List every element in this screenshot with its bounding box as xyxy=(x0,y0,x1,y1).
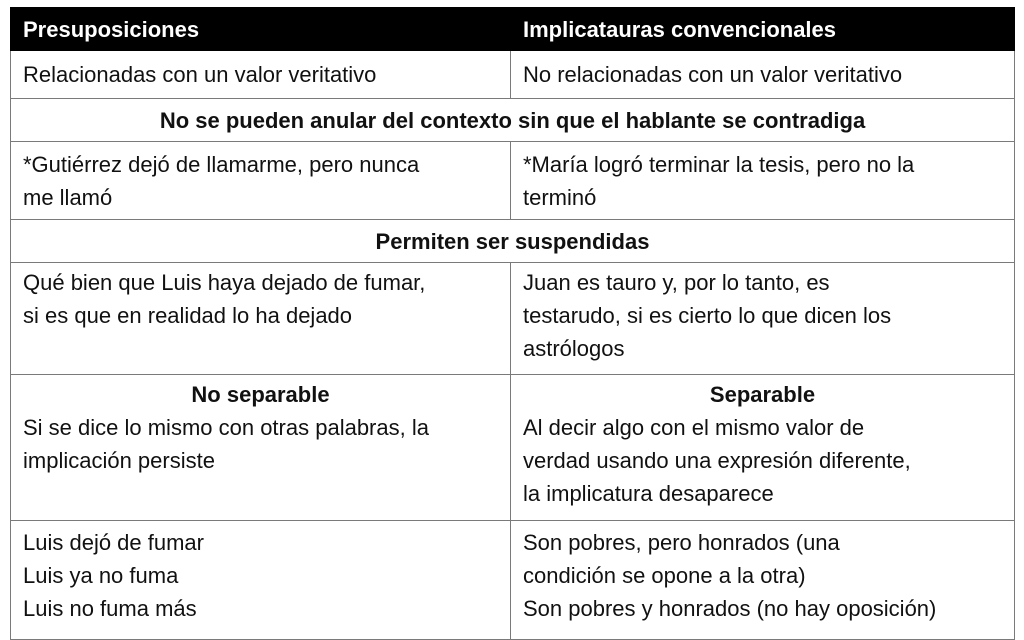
cell-line: Qué bien que Luis haya dejado de fumar, xyxy=(23,270,426,295)
cell-line: *Gutiérrez dejó de llamarme, pero nunca xyxy=(23,152,420,177)
final-example-col2 xyxy=(511,521,1015,640)
cancel-heading: No se pueden anular del contexto sin que el hablante se contradiga xyxy=(11,99,1015,142)
table-row xyxy=(11,263,1015,375)
separability-col1 xyxy=(11,375,511,521)
table-row xyxy=(11,51,1015,99)
separable-title: Separable xyxy=(709,382,816,407)
cell-line: *María logró terminar la tesis, pero no la xyxy=(523,152,915,177)
cell-line: Luis no fuma más xyxy=(23,596,197,621)
cell-line: Si se dice lo mismo con otras palabras, la xyxy=(23,415,429,440)
suspend-heading: Permiten ser suspendidas xyxy=(11,220,1015,263)
table-row xyxy=(11,142,1015,220)
suspend-example-col2 xyxy=(511,263,1015,375)
truth-col1: Relacionadas con un valor veritativo xyxy=(11,51,511,99)
cell-line: condición se opone a la otra) xyxy=(523,563,806,588)
truth-col2: No relacionadas con un valor veritativo xyxy=(511,51,1015,99)
cell-line: la implicatura desaparece xyxy=(523,481,774,506)
cell-line: Luis ya no fuma xyxy=(23,563,179,588)
cell-line: Juan es tauro y, por lo tanto, es xyxy=(523,270,830,295)
header-implicaturas: Implicatauras convencionales xyxy=(511,8,1015,51)
cell-line: testarudo, si es cierto lo que dicen los xyxy=(523,303,892,328)
header-presuposiciones: Presuposiciones xyxy=(11,8,511,51)
cell-line: verdad usando una expresión diferente, xyxy=(523,448,911,473)
separability-col2 xyxy=(511,375,1015,521)
table-row xyxy=(11,521,1015,640)
table-header-row xyxy=(11,8,1015,51)
no-separable-title: No separable xyxy=(191,382,330,407)
cancel-example-col1 xyxy=(11,142,511,220)
cell-line: Son pobres, pero honrados (una xyxy=(523,530,840,555)
cell-line: implicación persiste xyxy=(23,448,215,473)
table-row xyxy=(11,220,1015,263)
cell-line: astrólogos xyxy=(523,336,625,361)
cancel-example-col2 xyxy=(511,142,1015,220)
cell-line: me llamó xyxy=(23,185,113,210)
cell-line: Son pobres y honrados (no hay oposición) xyxy=(523,596,937,621)
cell-line: terminó xyxy=(523,185,597,210)
table-row xyxy=(11,375,1015,521)
table-row xyxy=(11,99,1015,142)
cell-line: si es que en realidad lo ha dejado xyxy=(23,303,353,328)
comparison-table-container xyxy=(10,7,1014,640)
final-example-col1 xyxy=(11,521,511,640)
comparison-table xyxy=(10,7,1015,640)
cell-line: Al decir algo con el mismo valor de xyxy=(523,415,865,440)
cell-line: Luis dejó de fumar xyxy=(23,530,204,555)
suspend-example-col1 xyxy=(11,263,511,375)
